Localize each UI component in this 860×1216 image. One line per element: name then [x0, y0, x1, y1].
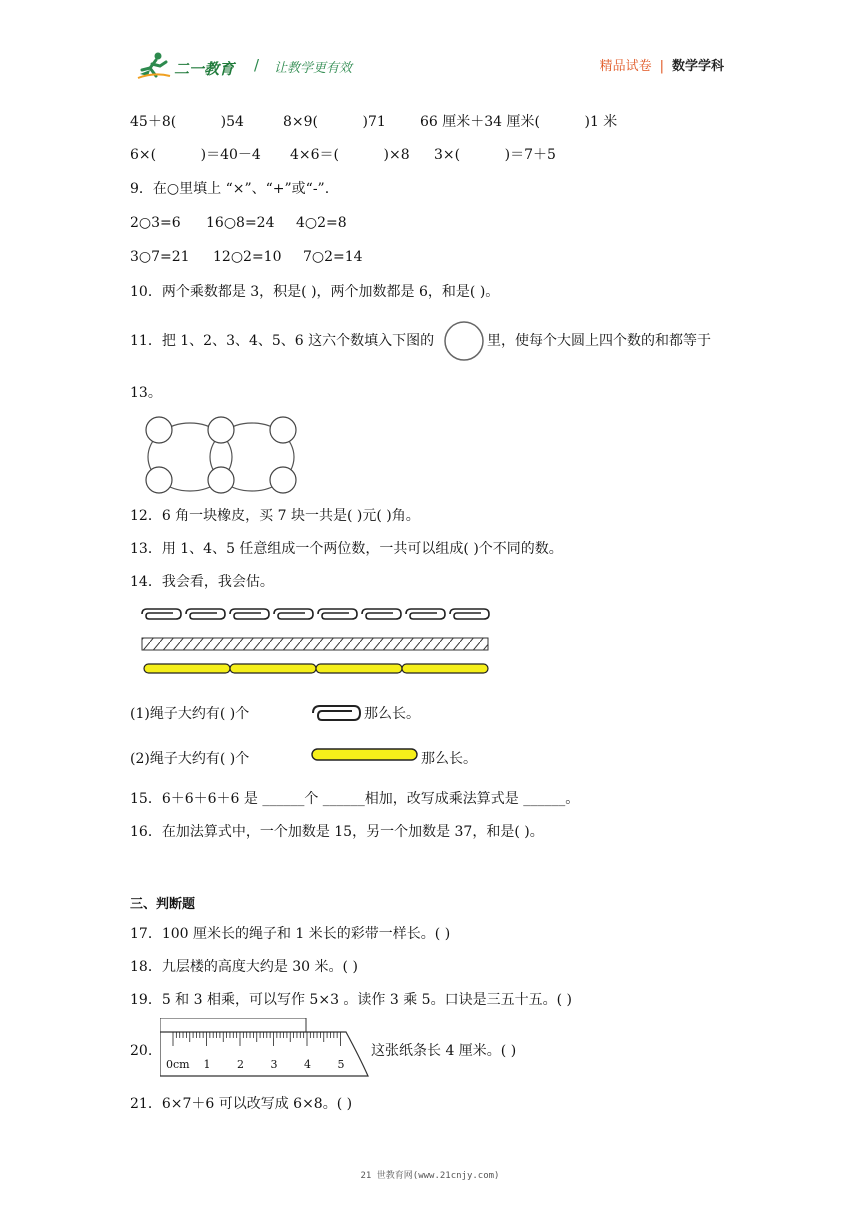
- q9-row2-c: 7○2=14: [303, 249, 363, 265]
- header-right: [600, 55, 724, 74]
- ruler-label: 4: [304, 1058, 311, 1071]
- q14-sub1-after: 那么长。: [364, 706, 420, 722]
- q10-text: 10．两个乘数都是 3，积是( )，两个加数都是 6，和是( )。: [130, 284, 500, 300]
- ruler-figure: [160, 1018, 372, 1082]
- q20-ruler: [160, 1018, 372, 1086]
- q8-row1-a: 45＋8( )54: [130, 114, 244, 130]
- q11-inline-circle: [443, 320, 485, 366]
- q15-text: 15．6＋6＋6＋6 是 ______个 ______相加，改写成乘法算式是 ______。: [130, 791, 580, 807]
- paperclip-icon: [310, 704, 362, 726]
- q8-row1: [130, 113, 244, 131]
- q8-row1-b: 8×9( )71: [283, 114, 386, 130]
- q16-text: 16．在加法算式中，一个加数是 15，另一个加数是 37，和是( )。: [130, 824, 544, 840]
- q8-row2-c: 3×( )＝7＋5: [434, 147, 556, 163]
- brand-name: 二一教育: [174, 60, 235, 78]
- runner-logo-icon: [136, 50, 172, 80]
- q11-tail: 13。: [130, 385, 162, 401]
- q14-sub2-after: 那么长。: [421, 751, 477, 767]
- q11-before: 11．把 1、2、3、4、5、6 这六个数填入下图的: [130, 333, 435, 349]
- pencil-icon: [310, 747, 420, 767]
- q11-circle-diagram: [142, 414, 302, 502]
- q8-row1-c-wrap: [420, 113, 617, 131]
- q14-sub2-before: (2)绳子大约有( )个: [130, 751, 250, 767]
- q8-row2: [130, 146, 261, 164]
- q14-sub1-before: (1)绳子大约有( )个: [130, 706, 250, 722]
- header-slash: /: [254, 56, 260, 74]
- q9-row1-a: 2○3=6: [130, 215, 181, 231]
- measurement-figure: [140, 606, 494, 682]
- q9-stem: 9．在○里填上 “×”、“+”或“-”.: [130, 181, 330, 197]
- q9-row1-b: 16○8=24: [206, 215, 275, 231]
- q9-row2-a: 3○7=21: [130, 249, 190, 265]
- q21-text: 21．6×7＋6 可以改写成 6×8。( ): [130, 1096, 353, 1112]
- circle-icon: [443, 320, 485, 362]
- q20-num: 20.: [130, 1043, 153, 1059]
- q14-figure: [140, 606, 494, 686]
- header-separator: |: [659, 59, 664, 74]
- q8-row2-b-wrap: [290, 146, 410, 164]
- q9-row1-c: 4○2=8: [296, 215, 347, 231]
- q17-text: 17．100 厘米长的绳子和 1 米长的彩带一样长。( ): [130, 926, 451, 942]
- ruler-label: 3: [270, 1058, 278, 1071]
- q8-row1-b-wrap: [283, 113, 386, 131]
- q14-stem: 14．我会看，我会估。: [130, 574, 274, 590]
- header-premium-label: 精品试卷: [599, 59, 652, 74]
- q8-row2-a: 6×( )＝40－4: [130, 147, 261, 163]
- ruler-label: 2: [237, 1058, 244, 1071]
- q9-row2-b: 12○2=10: [213, 249, 282, 265]
- ruler-label: 5: [337, 1058, 345, 1071]
- q20-text: 这张纸条长 4 厘米。( ): [371, 1043, 517, 1059]
- ruler-label: 0cm: [166, 1058, 190, 1071]
- q8-row2-c-wrap: [434, 146, 556, 164]
- q8-row2-b: 4×6＝( )×8: [290, 147, 410, 163]
- section3-title: 三、判断题: [130, 897, 196, 912]
- q18-text: 18．九层楼的高度大约是 30 米。( ): [130, 959, 358, 975]
- q12-text: 12．6 角一块橡皮，买 7 块一共是( )元( )角。: [130, 508, 420, 524]
- footer-text: 21 世教育网(www.21cnjy.com): [360, 1171, 500, 1181]
- q11-after: 里，使每个大圆上四个数的和都等于: [487, 333, 711, 349]
- header-slogan: 让教学更有效: [274, 61, 353, 76]
- q19-text: 19．5 和 3 相乘，可以写作 5×3 。读作 3 乘 5。口诀是三五十五。( ): [130, 992, 572, 1008]
- q8-row1-c: 66 厘米＋34 厘米( )1 米: [420, 114, 618, 130]
- ruler-label: 1: [203, 1058, 211, 1071]
- q13-text: 13．用 1、4、5 任意组成一个两位数，一共可以组成( )个不同的数。: [130, 541, 563, 557]
- header-subject: 数学学科: [671, 59, 724, 74]
